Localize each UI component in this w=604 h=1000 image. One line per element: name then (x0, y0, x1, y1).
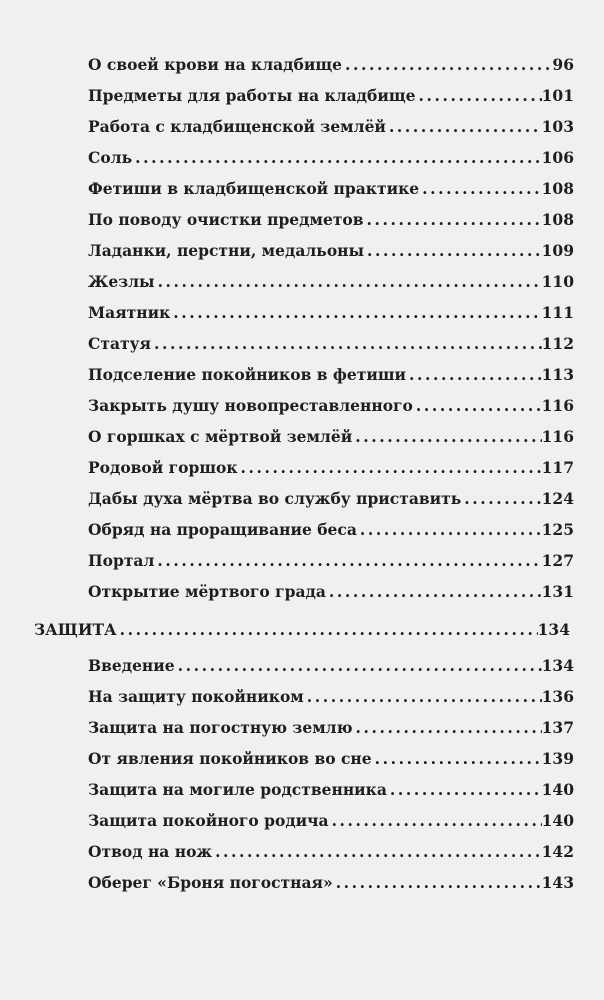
toc-dot-leader (387, 774, 542, 805)
toc-entry-page-number: 139 (541, 749, 574, 768)
toc-dot-leader (364, 204, 542, 235)
toc-entry-page-number: 143 (541, 873, 574, 892)
toc-dot-leader (419, 173, 542, 204)
toc-entry (0, 297, 574, 328)
toc-entry-title: На защиту покойником (88, 687, 304, 706)
toc-dot-leader (364, 235, 542, 266)
toc-entry (0, 743, 574, 774)
toc-dot-leader (304, 681, 542, 712)
toc-entry-page-number: 112 (541, 334, 574, 353)
toc-entry (0, 805, 574, 836)
toc-entry-title: Маятник (88, 303, 171, 322)
toc-entry-title: Жезлы (88, 272, 155, 291)
toc-entry-page-number: 134 (537, 620, 570, 639)
toc-dot-leader (175, 650, 542, 681)
toc-entry-title: Защита на могиле родственника (88, 780, 387, 799)
toc-dot-leader (154, 545, 541, 576)
toc-entry-page-number: 108 (541, 210, 574, 229)
toc-dot-leader (406, 359, 542, 390)
toc-entry-page-number: 137 (541, 718, 574, 737)
toc-entry-page-number: 111 (541, 303, 574, 322)
toc-entry-title: Фетиши в кладбищенской практике (88, 179, 420, 198)
toc-entry (0, 80, 574, 111)
toc-dot-leader (342, 49, 552, 80)
toc-entry (0, 712, 574, 743)
toc-entry-title: О горшках с мёртвой землёй (88, 427, 353, 446)
toc-dot-leader (117, 614, 538, 645)
toc-entry-title: Статуя (88, 334, 151, 353)
toc-dot-leader (329, 805, 542, 836)
toc-dot-leader (155, 266, 542, 297)
toc-entry (0, 204, 574, 235)
toc-entry-page-number: 101 (541, 86, 574, 105)
toc-dot-leader (461, 483, 541, 514)
table-of-contents (0, 49, 604, 898)
toc-dot-leader (357, 514, 542, 545)
toc-entry-page-number: 134 (541, 656, 574, 675)
toc-section-entry (0, 614, 570, 645)
toc-dot-leader (132, 142, 542, 173)
toc-entry-page-number: 142 (541, 842, 574, 861)
toc-entry-page-number: 136 (541, 687, 574, 706)
toc-entry-page-number: 124 (541, 489, 574, 508)
toc-entry-title: Открытие мёртвого града (88, 582, 326, 601)
toc-dot-leader (333, 867, 542, 898)
toc-dot-leader (386, 111, 542, 142)
toc-entry (0, 49, 574, 80)
toc-dot-leader (372, 743, 542, 774)
toc-entry (0, 514, 574, 545)
toc-entry (0, 421, 574, 452)
toc-entry-page-number: 117 (541, 458, 574, 477)
toc-entry-title: Соль (88, 148, 133, 167)
toc-dot-leader (170, 297, 541, 328)
toc-entry (0, 545, 574, 576)
toc-dot-leader (352, 421, 541, 452)
toc-entry (0, 328, 574, 359)
toc-dot-leader (212, 836, 542, 867)
toc-entry (0, 359, 574, 390)
toc-entry-title: О своей крови на кладбище (88, 55, 342, 74)
toc-entry-page-number: 106 (541, 148, 574, 167)
toc-entry-title: Подселение покойников в фетиши (88, 365, 407, 384)
toc-entry-page-number: 113 (541, 365, 574, 384)
toc-entry-title: Обряд на проращивание беса (88, 520, 357, 539)
toc-entry (0, 142, 574, 173)
toc-entry (0, 390, 574, 421)
toc-entry-page-number: 140 (541, 780, 574, 799)
toc-entry (0, 836, 574, 867)
toc-entry (0, 452, 574, 483)
toc-entry (0, 483, 574, 514)
toc-entry-page-number: 116 (541, 427, 574, 446)
toc-dot-leader (352, 712, 541, 743)
toc-entry (0, 173, 574, 204)
toc-entry-title: Защита на погостную землю (88, 718, 353, 737)
toc-entry-title: Защита покойного родича (88, 811, 329, 830)
toc-entry (0, 266, 574, 297)
toc-dot-leader (415, 80, 541, 111)
toc-entry (0, 111, 574, 142)
toc-entry (0, 235, 574, 266)
toc-entry-page-number: 108 (541, 179, 574, 198)
toc-entry-title: Введение (88, 656, 175, 675)
toc-entry-page-number: 109 (541, 241, 574, 260)
toc-entry-title: Родовой горшок (88, 458, 238, 477)
toc-entry-title: От явления покойников во сне (88, 749, 372, 768)
toc-entry-title: Предметы для работы на кладбище (88, 86, 416, 105)
toc-entry (0, 774, 574, 805)
toc-entry (0, 867, 574, 898)
toc-entry-page-number: 140 (541, 811, 574, 830)
toc-dot-leader (326, 576, 542, 607)
toc-entry-title: Оберег «Броня погостная» (88, 873, 333, 892)
toc-entry-page-number: 110 (541, 272, 574, 291)
toc-entry-title: Отвод на нож (88, 842, 213, 861)
toc-entry (0, 576, 574, 607)
toc-entry-title: Работа с кладбищенской землёй (88, 117, 386, 136)
toc-entry-page-number: 127 (541, 551, 574, 570)
toc-entry-page-number: 125 (541, 520, 574, 539)
toc-entry-page-number: 116 (541, 396, 574, 415)
toc-entry (0, 681, 574, 712)
toc-entry-page-number: 96 (552, 55, 574, 74)
toc-entry-title: По поводу очистки предметов (88, 210, 364, 229)
toc-dot-leader (238, 452, 542, 483)
toc-entry-title: Дабы духа мёртва во службу приставить (88, 489, 462, 508)
toc-dot-leader (151, 328, 542, 359)
toc-entry (0, 650, 574, 681)
toc-entry-title: Закрыть душу новопреставленного (88, 396, 413, 415)
toc-entry-title: ЗАЩИТА (34, 620, 117, 639)
toc-entry-page-number: 103 (541, 117, 574, 136)
toc-entry-title: Портал (88, 551, 155, 570)
toc-entry-title: Ладанки, перстни, медальоны (88, 241, 365, 260)
toc-dot-leader (413, 390, 542, 421)
toc-entry-page-number: 131 (541, 582, 574, 601)
